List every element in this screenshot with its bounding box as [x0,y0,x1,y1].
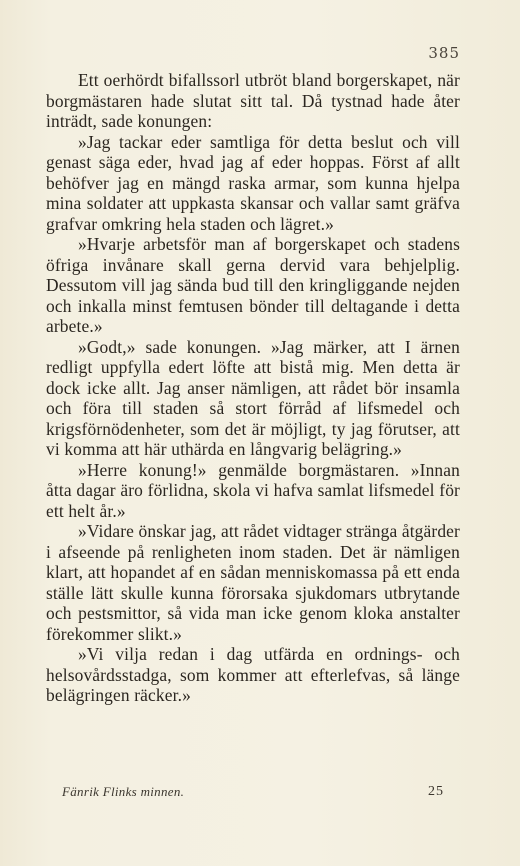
paragraph: »Herre konung!» genmälde borgmästaren. »Innan åtta dagar äro förlidna, skola vi hafva samlat lifsmedel för ett helt år.» [46,459,460,521]
page-number: 385 [428,44,460,62]
page-footer [62,784,444,800]
paragraph: »Vidare önskar jag, att rådet vidtager stränga åtgärder i afseende på renligheten inom staden. Det är nämligen klart, att hopandet af en sådan menniskomassa på ett enda ställe lätt skulle kunna förorsaka sjukdomars utbrytande och pestsmittor, så vida man icke genom kloka anstalter förekommer slikt.» [46,521,460,644]
footer-book-title: Fänrik Flinks minnen. [62,784,185,799]
paragraph: »Jag tackar eder samtliga för detta beslut och vill genast säga eder, hvad jag af eder hoppas. Först af allt behöfver jag en mängd raska armar, som kunna hjelpa mina soldater att uppkasta skansar och vallar samt gräfva grafvar omkring hela staden och lägret.» [46,131,460,234]
paragraph: »Vi vilja redan i dag utfärda en ordnings- och helsovårdsstadga, som kommer att efterlefvas, så länge belägringen räcker.» [46,644,460,705]
paragraph: Ett oerhördt bifallssorl utbröt bland borgerskapet, när borgmästaren hade slutat sitt tal. Då tystnad hade åter inträdt, sade konungen: [46,70,460,131]
body-text [46,70,460,706]
paragraph: »Hvarje arbetsför man af borgerskapet och stadens öfriga invånare skall gerna dervid vara behjelplig. Dessutom vill jag sända bud till den kringliggande nejden och inkalla minst femtusen bönder till deltagande i detta arbete.» [46,234,460,336]
paragraph: »Godt,» sade konungen. »Jag märker, att I ärnen redligt uppfylla edert löfte att bistå mig. Men detta är dock icke allt. Jag anser nämligen, att rådet bör insamla och föra till staden så stort förråd af lifsmedel och krigsförnödenheter, som det är möjligt, ty jag förutser, att vi komma att här uthärda en långvarig belägring.» [46,336,460,459]
footer-signature-mark: 25 [428,784,444,799]
